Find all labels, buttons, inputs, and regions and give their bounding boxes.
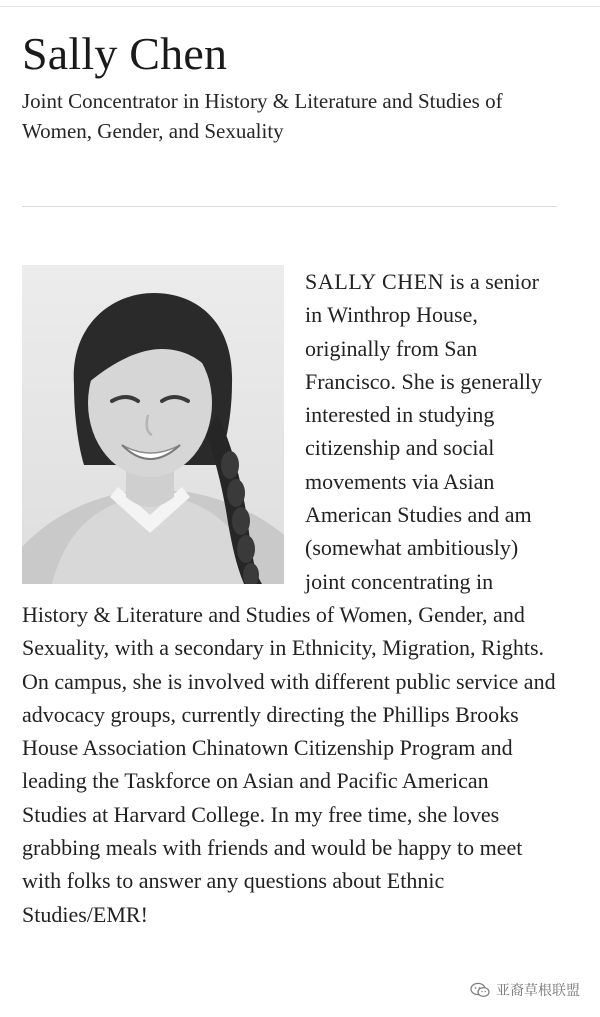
profile-name: Sally Chen [22,28,228,79]
profile-photo [22,265,284,584]
section-divider [22,206,557,207]
profile-subtitle: Joint Concentrator in History & Literature and Studies of Women, Gender, and Sexuality [22,89,503,143]
bio-name: SALLY CHEN [305,269,445,294]
portrait-illustration [22,265,284,584]
bio-section [22,265,557,931]
top-rule [0,6,600,7]
profile-card [22,26,557,931]
bio-text: is a senior in Winthrop House, originally from San Francisco. She is generally interested in studying citizenship and social movements via Asian American Studies and am (somewhat ambitiously) joint concentrating in History & Literature and Studies of Women, Gender, and Sexuality, with a secondary in Ethnicity, Migration, Rights. On campus, she is involved with different public service and advocacy groups, currently directing the Phillips Brooks House Association Chinatown Citizenship Program and leading the Taskforce on Asian and Pacific American Studies at Harvard College. In my free time, she loves grabbing meals with friends and would be happy to meet with folks to answer any questions about Ethnic Studies/EMR! [22,269,556,927]
watermark-text: 亚裔草根联盟 [496,983,580,999]
wechat-icon [470,982,490,998]
watermark [470,980,580,1000]
